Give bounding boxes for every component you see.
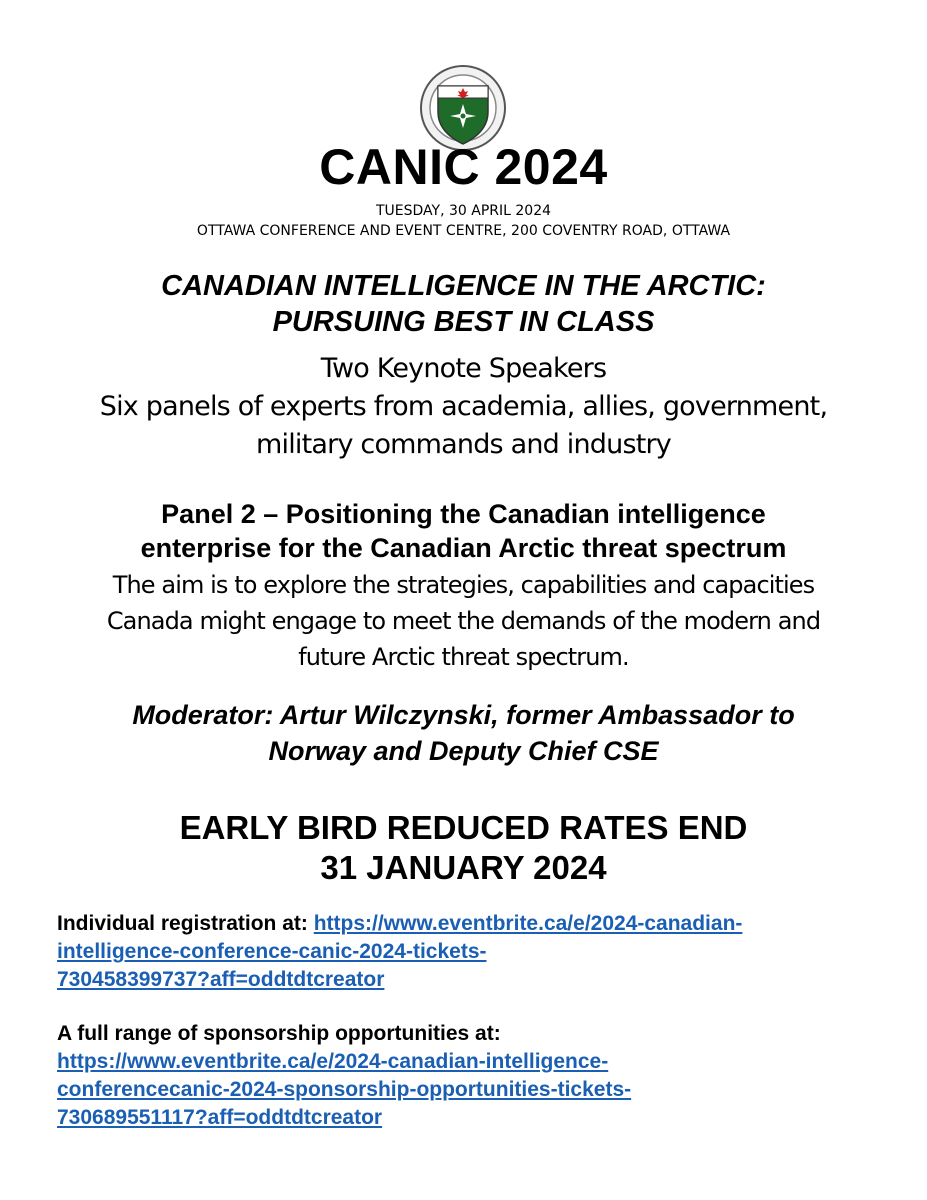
early-bird-line: 31 JANUARY 2024 <box>320 849 607 886</box>
moderator-info <box>0 697 927 769</box>
panel-title <box>0 497 927 565</box>
event-title: CANIC 2024 <box>319 139 608 195</box>
sponsorship-link[interactable]: 730689551117?aff=oddtdtcreator <box>57 1106 383 1129</box>
event-venue: OTTAWA CONFERENCE AND EVENT CENTRE, 200 COVENTRY ROAD, OTTAWA <box>196 223 731 239</box>
panel-title-line: Panel 2 – Positioning the Canadian intelligence <box>161 499 766 529</box>
registration-label: Individual registration at: <box>57 912 314 935</box>
keynote-line: Six panels of experts from academia, allies, government, <box>99 391 828 422</box>
panel-title-line: enterprise for the Canadian Arctic threat spectrum <box>140 533 787 563</box>
sponsorship-section <box>57 1020 877 1132</box>
registration-section <box>57 910 877 994</box>
early-bird-notice <box>0 808 927 888</box>
theme-line: CANADIAN INTELLIGENCE IN THE ARCTIC: <box>161 270 766 302</box>
panel-description <box>40 567 887 675</box>
sponsorship-link[interactable]: conferencecanic-2024-sponsorship-opportunities-tickets- <box>57 1078 632 1101</box>
early-bird-line: EARLY BIRD REDUCED RATES END <box>179 809 748 846</box>
panel-desc-line: future Arctic threat spectrum. <box>298 643 629 671</box>
registration-link[interactable]: 730458399737?aff=oddtdtcreator <box>57 968 385 991</box>
sponsorship-link[interactable]: https://www.eventbrite.ca/e/2024-canadian-intelligence- <box>57 1050 609 1073</box>
moderator-line: Norway and Deputy Chief CSE <box>268 736 659 766</box>
registration-link[interactable]: intelligence-conference-canic-2024-tickets- <box>57 940 487 963</box>
conference-theme <box>0 268 927 340</box>
theme-line: PURSUING BEST IN CLASS <box>272 306 655 338</box>
keynote-line: military commands and industry <box>256 429 671 460</box>
keynote-summary <box>0 350 927 464</box>
event-date: TUESDAY, 30 APRIL 2024 <box>375 203 552 219</box>
panel-desc-line: The aim is to explore the strategies, capabilities and capacities <box>112 571 815 599</box>
keynote-line: Two Keynote Speakers <box>320 353 607 384</box>
panel-desc-line: Canada might engage to meet the demands of the modern and <box>106 607 821 635</box>
sponsorship-label: A full range of sponsorship opportunities at: <box>57 1022 501 1045</box>
registration-link[interactable]: https://www.eventbrite.ca/e/2024-canadian- <box>313 912 743 935</box>
moderator-line: Moderator: Artur Wilczynski, former Ambassador to <box>132 700 795 730</box>
